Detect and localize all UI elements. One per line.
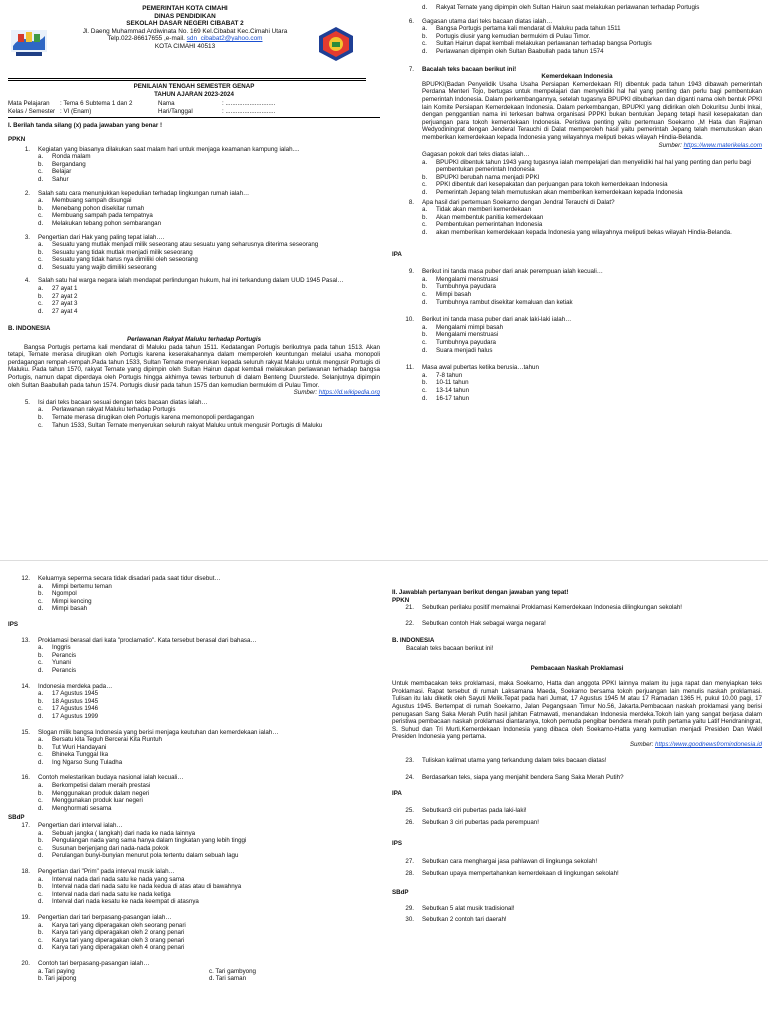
reading-1-source: [8, 389, 380, 397]
nama-field[interactable]: : .............................: [222, 100, 276, 108]
question-26: 26. Sebutkan 3 ciri pubertas pada perempuan!: [405, 818, 539, 826]
subject-ips: IPS: [8, 620, 18, 628]
option-15b[interactable]: b. Tut Wuri Handayani: [38, 743, 107, 751]
question-9: 9. Berikut ini tanda masa puber dari anak perempuan ialah kecuali…: [408, 268, 603, 276]
option-12b[interactable]: b. Ngompol: [38, 590, 77, 598]
option-17a[interactable]: a. Sebuah jangka ( langkah) dari nada ke nada lainnya: [38, 829, 196, 837]
question-13: 13. Proklamasi berasal dari kata "proclamatio". Kata tersebut berasal dari bahasa…: [21, 636, 257, 644]
subject-sbdp-2: SBdP: [392, 889, 409, 897]
subject-b-indonesia: B. INDONESIA: [8, 325, 51, 333]
option-20a[interactable]: a. Tari paying: [38, 967, 75, 975]
option-13a[interactable]: a. Inggris: [38, 644, 71, 652]
option-1a[interactable]: a. Ronda malam: [38, 153, 91, 161]
question-20: 20. Contoh tari berpasang-pasangan ialah…: [21, 959, 150, 967]
question-7: 7. Bacalah teks bacaan berikut ini!: [408, 65, 517, 73]
option-12c[interactable]: c. Mimpi kencing: [38, 597, 92, 605]
letterhead-contact: [60, 35, 310, 43]
source-label: Sumber:: [293, 389, 319, 397]
question-28: 28. Sebutkan upaya mempertahankan kemerdekaan di lingkungan sekolah!: [405, 869, 619, 877]
student-info: [8, 100, 380, 115]
question-20-options: [38, 968, 380, 976]
option-6b[interactable]: b. Portugis diusir yang kemudian bermukim di Pulau Timor.: [422, 32, 591, 40]
mapel-value: : Tema 6 Subtema 1 dan 2: [60, 100, 133, 108]
option-20c[interactable]: c. Tari gambyong: [209, 967, 257, 975]
option-2b[interactable]: b. Menebang pohon disekitar rumah: [38, 204, 145, 212]
option-17c[interactable]: c. Susunan berjenjang dari nada-nada pokok: [38, 844, 169, 852]
option-4d[interactable]: d. 27 ayat 4: [38, 307, 78, 315]
option-19a[interactable]: a. Karya tari yang diperagakan oleh seorang penari: [38, 921, 186, 929]
hari-field[interactable]: : .............................: [222, 107, 276, 115]
option-5d[interactable]: d. Rakyat Ternate yang dipimpin oleh Sultan Hairun saat melakukan perlawanan terhadap Portugis: [422, 4, 700, 11]
subject-ips-2: IPS: [392, 840, 402, 848]
dinas-pendidikan-logo: [318, 26, 354, 62]
question-3: 3. Pengertian dari Hak yang paling tepat ialah….: [24, 233, 165, 241]
option-19b[interactable]: b. Karya tari yang diperagakan oleh 2 orang penari: [38, 929, 185, 937]
option-16d[interactable]: d. Menghormati sesama: [38, 804, 112, 812]
option-7b[interactable]: b. BPUPKI berubah nama menjadi PPKI: [422, 173, 540, 181]
exam-year: TAHUN AJARAN 2023-2024: [154, 90, 234, 98]
option-6c[interactable]: c. Sultan Hairun dapat kembali melakukan perlawanan terhadap bangsa Portugis: [422, 40, 652, 48]
option-12a[interactable]: a. Mimpi bertemu teman: [38, 582, 112, 590]
option-14b[interactable]: b. 18 Agustus 1945: [38, 697, 99, 705]
question-12: 12. Keluarnya seperma secara tidak disadari pada saat tidur disebut…: [21, 575, 221, 582]
question-7-prompt: Gagasan pokok dari teks diatas ialah…: [422, 151, 530, 159]
kelas-value: : VI (Enam): [60, 107, 92, 115]
option-3c[interactable]: c. Sesuatu yang tidak harus nya dimiliki oleh seseorang: [38, 256, 198, 264]
reading-2-title: Kemerdekaan Indonesia: [541, 73, 613, 81]
page-2: [0, 560, 768, 1025]
option-6a[interactable]: a. Bangsa Portugis pertama kali mendarat di Maluku pada tahun 1511: [422, 25, 621, 33]
option-13d[interactable]: d. Perancis: [38, 666, 77, 674]
option-9b[interactable]: b. Tumbuhnya payudara: [422, 283, 496, 291]
question-29: 29. Sebutkan 5 alat musik tradisional!: [405, 904, 515, 912]
question-20-options-2: [38, 975, 380, 983]
option-4a[interactable]: a. 27 ayat 1: [38, 285, 78, 293]
subject-sbdp: SBdP: [8, 814, 25, 822]
option-19c[interactable]: c. Karya tari yang diperagakan oleh 3 orang penari: [38, 936, 185, 944]
option-8b[interactable]: b. Akan membentuk panitia kemerdekaan: [422, 213, 544, 221]
question-27: 27. Sebutkan cara menghargai jasa pahlawan di lingkunga sekolah!: [405, 858, 598, 866]
reading-1-body: Bangsa Portugis pertama kali mendarat di Maluku pada tahun 1511. Kedatangan Portugis berikutnya pada tahun 1513. Akan tetapi, Ternate merasa dirugikan oleh Portugis karena keserakahannya dalam memperoleh keuntungan melalui usaha monopoli perdagangan rempah-rempah.Pada tahun 1533, Sultan Ternate menyerukan kepada seluruh rakyat Maluku untuk mengusir Portugis di Maluku. Pada tahun 1570, rakyat Ternate yang dipimpin oleh Sultan Hairun dapat kembali melakukan perlawanan terhadap bangsa Portugis, namun dapat diperdaya oleh Portugis hingga akhirnya tewas terbunuh di dalam Benteng Duurstede. Selanjutnya dipimpin oleh Sultan Baabullah pada tahun 1574. Portugis diusir pada tahun 1575 dan kemudian bermukim di Pulau Timor.: [8, 343, 380, 389]
question-19: 19. Pengertian dari tari berpasang-pasangan ialah…: [21, 913, 172, 921]
letterhead-line-2: DINAS PENDIDIKAN: [154, 12, 216, 20]
kelas-label: Kelas / Semester: [8, 107, 56, 115]
reading-1-title: Perlawanan Rakyat Maluku terhadap Portugis: [126, 336, 262, 344]
exam-title: PENILAIAN TENGAH SEMESTER GENAP: [133, 83, 255, 90]
option-14a[interactable]: a. 17 Agustus 1945: [38, 690, 99, 698]
option-11d[interactable]: d. 16-17 tahun: [422, 394, 470, 402]
subject-b-indonesia-2: B. INDONESIA: [392, 637, 435, 645]
question-30: 30. Sebutkan 2 contoh tari daerah!: [405, 916, 507, 924]
subject-ppkn: PPKN: [8, 135, 26, 143]
option-16a[interactable]: a. Berkompetisi dalam meraih prestasi: [38, 782, 151, 790]
option-15d[interactable]: d. Ing Ngarso Sung Tuladha: [38, 758, 123, 766]
letterhead-line-3: SEKOLAH DASAR NEGERI CIBABAT 2: [126, 20, 244, 28]
option-18c[interactable]: c. Interval nada dari nada satu ke nada ketiga: [38, 890, 171, 898]
option-10b[interactable]: b. Mengalami menstruasi: [422, 331, 499, 339]
option-8d[interactable]: d. akan memberikan kemerdekaan kepada Indonesia yang wilayahnya meliputi bekas wilayah Hindia-Belanda.: [422, 229, 732, 237]
meta-divider: [8, 117, 380, 118]
option-3a[interactable]: a. Sesuatu yang mutlak menjadi milik seseorang atau sesuatu yang seharusnya diterima seseorang: [38, 241, 319, 249]
option-20d[interactable]: d. Tari saman: [209, 975, 247, 983]
school-letterhead: [60, 5, 310, 51]
option-1b[interactable]: b. Bergandang: [38, 160, 86, 168]
option-2a[interactable]: a. Membuang sampah disungai: [38, 197, 132, 205]
question-text: Kegiatan yang biasanya dilakukan saat malam hari untuk menjaga keamanan kampung ialah....: [38, 145, 300, 153]
question-18: 18. Pengertian dari "Prim" pada interval musik ialah…: [21, 868, 175, 875]
question-2: 2. Salah satu cara menunjukkan kepedulian terhadap lingkungan rumah ialah…: [24, 189, 250, 197]
option-16c[interactable]: c. Menggunakan produk luar negeri: [38, 797, 143, 805]
question-24: 24. Berdasarkan teks, siapa yang menjahit bendera Sang Saka Merah Putih?: [405, 774, 624, 782]
option-12d[interactable]: d. Mimpi basah: [38, 605, 88, 613]
option-2d[interactable]: d. Melakukan tebang pohon sembarangan: [38, 219, 162, 227]
question-14: 14. Indonesia merdeka pada…: [21, 682, 113, 690]
option-11c[interactable]: c. 13-14 tahun: [422, 386, 470, 394]
column-left-page1: [8, 83, 380, 429]
cimahi-city-logo: [10, 28, 48, 58]
option-18a[interactable]: a. Interval nada dari nada satu ke nada yang sama: [38, 875, 185, 883]
question-15: 15. Slogan milik bangsa Indonesia yang berisi menjaga keutuhan dan kemerdekaan ialah…: [21, 728, 279, 736]
column-left-page2: [8, 575, 380, 983]
option-18d[interactable]: d. Interval dari nada kesatu ke nada keempat di atasnya: [38, 898, 199, 906]
option-10c[interactable]: c. Tumbuhnya payudara: [422, 338, 496, 346]
column-right-page2: [392, 589, 762, 924]
option-14c[interactable]: c. 17 Agustus 1946: [38, 705, 99, 713]
reading-2-body: BPUPKI(Badan Penyelidik Usaha Usaha Persiapan Kemerdekaan RI) dibentuk pada tahun 1943 dibawah pemerintah Perdana Menteri Tojo, bertugas untuk mempelajari dan menyelidiki hal hal yang penting dan perlu bagi pembentukan pemerintah Indonesia. Dalam perkembangannya, setelah tugasnya BPUPKI dibubarkan dan diganti nama oleh bentuk PPKI lain Komite Persiapan Kemerdekaan Indonesia. Dalam perkembangan, BPUPKI yang didirikan oleh Dokuritsu Junbi Inkai, dengan penggantian nama ini terkesan bahwa organisasi PPPKI bukan bentukan Jepang tetapi hasil kesepakatan dan perjuangan para tokoh kemerdekaan Indonesia. Peristiwa penting yaitu pertemuan Soekarno ,M Hata dan Rajiman Wedyodiningrat dengan Jenderal Terauchi di Dalat memperoleh hasil yaitu pemerintah Jepang telah memutuskan akan memberikan kemerdekaan kepada Indonesia yang wilayahnya meliputi bekas wilayah Hindia-Belanda.: [422, 80, 762, 141]
question-22: 22. Sebutkan contoh Hak sebagai warga negara!: [405, 619, 546, 627]
question-21: 21. Sebutkan perilaku positif memaknai Proklamasi Kemerdekaan Indonesia dilingkungan sekolah!: [405, 604, 683, 612]
option-13b[interactable]: b. Perancis: [38, 651, 77, 659]
option-7c[interactable]: c. PPKI dibentuk dari kesepakatan dan perjuangan para tokoh kemerdekaan Indonesia: [422, 181, 668, 189]
question-8: 8. Apa hasil dari pertemuan Soekarno dengan Jendral Terauchi di Dalat?: [408, 198, 615, 206]
question-25: 25. Sebutkan3 ciri pubertas pada laki-laki!: [405, 807, 527, 815]
email-link[interactable]: sdn_cibabat2@yahoo.com: [186, 35, 263, 43]
option-3b[interactable]: b. Sesuatu yang tidak mutlak menjadi milik seseorang: [38, 248, 193, 256]
reading-3-source: [392, 741, 762, 749]
option-16b[interactable]: b. Menggunakan produk dalam negeri: [38, 789, 150, 797]
option-10a[interactable]: a. Mengalami mimpi basah: [422, 323, 504, 331]
section-2-instruction: II. Jawablah pertanyaan berikut dengan jawaban yang tepat!: [392, 589, 569, 596]
source-label: Sumber:: [658, 141, 684, 149]
question-5: 5. Isi dari teks bacaan sesuai dengan teks bacaan diatas ialah…: [24, 398, 208, 406]
option-15a[interactable]: a. Bersatu kita Teguh Bercerai Kita Runtuh: [38, 736, 162, 744]
option-4c[interactable]: c. 27 ayat 3: [38, 300, 78, 308]
option-17b[interactable]: b. Pengulangan nada yang sama hanya dalam tingkatan yang lebih tinggi: [38, 837, 247, 845]
source-link-1[interactable]: https://id.wikipedia.org: [318, 389, 380, 397]
letterhead-address: Jl. Daeng Muhammad Ardiwinata No. 169 Kel.Cibabat Kec.Cimahi Utara: [82, 27, 288, 35]
source-label: Sumber:: [629, 740, 656, 748]
letterhead-city: KOTA CIMAHI 40513: [154, 42, 216, 50]
option-1c[interactable]: c. Belajar: [38, 168, 72, 176]
option-11b[interactable]: b. 10-11 tahun: [422, 379, 469, 387]
column-right-page1: [392, 4, 762, 402]
nama-label: Nama: [158, 100, 175, 108]
option-2c[interactable]: c. Membuang sampah pada tempatnya: [38, 212, 153, 220]
letterhead-line-1: PEMERINTAH KOTA CIMAHI: [142, 5, 228, 12]
option-10d[interactable]: d. Suara menjadi halus: [422, 346, 493, 354]
option-3d[interactable]: d. Sesuatu yang wajib dimiliki seseorang: [38, 263, 157, 271]
option-11a[interactable]: a. 7-8 tahun: [422, 371, 463, 379]
subject-ipa-2: IPA: [392, 789, 402, 797]
option-13c[interactable]: c. Yunani: [38, 659, 71, 667]
question-6: 6. Gagasan utama dari teks bacaan diatas ialah…: [408, 17, 553, 25]
section-1-instruction: I. Berilah tanda silang (x) pada jawaban yang benar !: [8, 122, 163, 130]
letterhead-phone: Telp.022-86617655 ,e-mail.: [107, 35, 187, 43]
question-16: 16. Contoh melestarikan budaya nasional ialah kecuali…: [21, 774, 184, 782]
question-1: [8, 146, 380, 154]
option-9c[interactable]: c. Mimpi basah: [422, 291, 472, 298]
option-7a[interactable]: a. BPUPKI dibentuk tahun 1943 yang tugasnya ialah mempelajari dan menyelidiki hal hal yang penting dan perlu bagi pembentukan pemerintah Indonesia: [422, 158, 752, 174]
option-5a[interactable]: a. Perlawanan rakyat Maluku terhadap Portugis: [38, 406, 176, 414]
option-9d[interactable]: d. Tumbuhnya rambut disekitar kemaluan dan ketiak: [422, 298, 573, 306]
mapel-label: Mata Pelajaran: [8, 100, 50, 108]
question-23: 23. Tuliskan kalimat utama yang terkandung dalam teks bacaan diatas!: [405, 756, 607, 764]
option-5b[interactable]: b. Ternate merasa dirugikan oleh Portugis karena memonopoli perdagangan: [38, 413, 254, 421]
source-link-2[interactable]: https://www.materikelas.com: [683, 141, 762, 149]
option-15c[interactable]: c. Bhineka Tunggal Ika: [38, 751, 109, 759]
reading-3-title: Pembacaan Naskah Proklamasi: [530, 664, 624, 672]
subject-ipa: IPA: [392, 250, 402, 258]
option-6d[interactable]: d. Perlawanan dipimpin oleh Sultan Baabullah pada tahun 1574: [422, 47, 604, 55]
question-17: 17. Pengertian dari interval ialah…: [21, 822, 123, 830]
reading-3-instruction: Bacalah teks bacaan berikut ini!: [406, 644, 494, 652]
hari-label: Hari/Tanggal: [158, 107, 193, 115]
option-18b[interactable]: b. Interval nada dari nada satu ke nada kedua di atas atau di bawahnya: [38, 883, 242, 891]
subject-ppkn-2: PPKN: [392, 596, 410, 604]
source-link-3[interactable]: https://www.goodnewsfromindonesia.id: [655, 740, 762, 748]
question-number: 1.: [24, 145, 30, 153]
question-10: 10. Berikut ini tanda masa puber dari anak laki-laki ialah…: [405, 316, 572, 324]
question-4: 4. Salah satu hal warga negara ialah mendapat perlindungan hukum, hal ini terkandung dalam UUD 1945 Pasal…: [24, 277, 344, 285]
option-5c[interactable]: c. Tahun 1533, Sultan Ternate menyerukan seluruh rakyat Maluku untuk mengusir Portugis di Maluku: [38, 421, 323, 429]
option-4b[interactable]: b. 27 ayat 2: [38, 292, 78, 300]
option-8c[interactable]: c. Pembentukan pemerintahan Indonesia: [422, 221, 543, 229]
option-1d[interactable]: d. Sahur: [38, 175, 69, 183]
option-8a[interactable]: a. Tidak akan memberi kemerdekaan: [422, 206, 532, 214]
letterhead-divider-2: [8, 80, 366, 81]
letterhead-divider: [8, 78, 366, 79]
option-9a[interactable]: a. Mengalami menstruasi: [422, 275, 499, 283]
option-7d[interactable]: d. Pemerintah Jepang telah memutuskan akan memberikan kemerdekaan kepada Indonesia: [422, 189, 683, 197]
option-20b[interactable]: b. Tari jaipong: [38, 975, 77, 983]
option-14d[interactable]: d. 17 Agustus 1999: [38, 712, 99, 720]
question-11: 11. Masa awal pubertas ketika berusia…tahun: [405, 364, 539, 372]
option-19d[interactable]: d. Karya tari yang diperagakan oleh 4 orang penari: [38, 944, 185, 952]
option-17d[interactable]: d. Perulangan bunyi-bunyian menurut pola tertentu dalam sebuah lagu: [38, 852, 239, 860]
reading-2-source: [392, 142, 762, 150]
reading-3-body: Untuk membacakan teks proklamasi, maka Soekarno, Hatta dan anggota PPKI lainnya malam itu juga rapat dan menyiapkan teks Proklamasi. Rapat tersebut di rumah Laksamana Maeda, Soekarno bersama tokoh perjuangan lain menulis naskah proklamasi. Tulisan itu lalu diketik oleh Sayuti Melik.Tepat pada hari Jumat, 17 Agustus 1945 M atau 17 Ramadan 1365 H, pukul 10.00 pagi, 17 Agustus 1945. Bertempat di rumah Soekarno, Jalan Pegangsaan Timur No.56, Jakarta.Pembacaan naskah proklamasi yang berisi penugasan Sang Saka Merah Putih hasil jahitan Fatmawati, menandakan Indonesia merdeka.Tokoh lain yang sangat berjasa dalam peristiwa pembacaan naskah proklamasi diantaranya, tokoh pemuda pengibar bendera merah putih pertama yaitu Latif Hendraningrat, S. Suhud dan Tri Murti.Kemerdekaan Indonesia yang dibaca oleh Soekarno-Hatta yang kemudian menjadi Presiden Dan Wakil Presiden Indonesia yang pertama.: [392, 680, 762, 741]
